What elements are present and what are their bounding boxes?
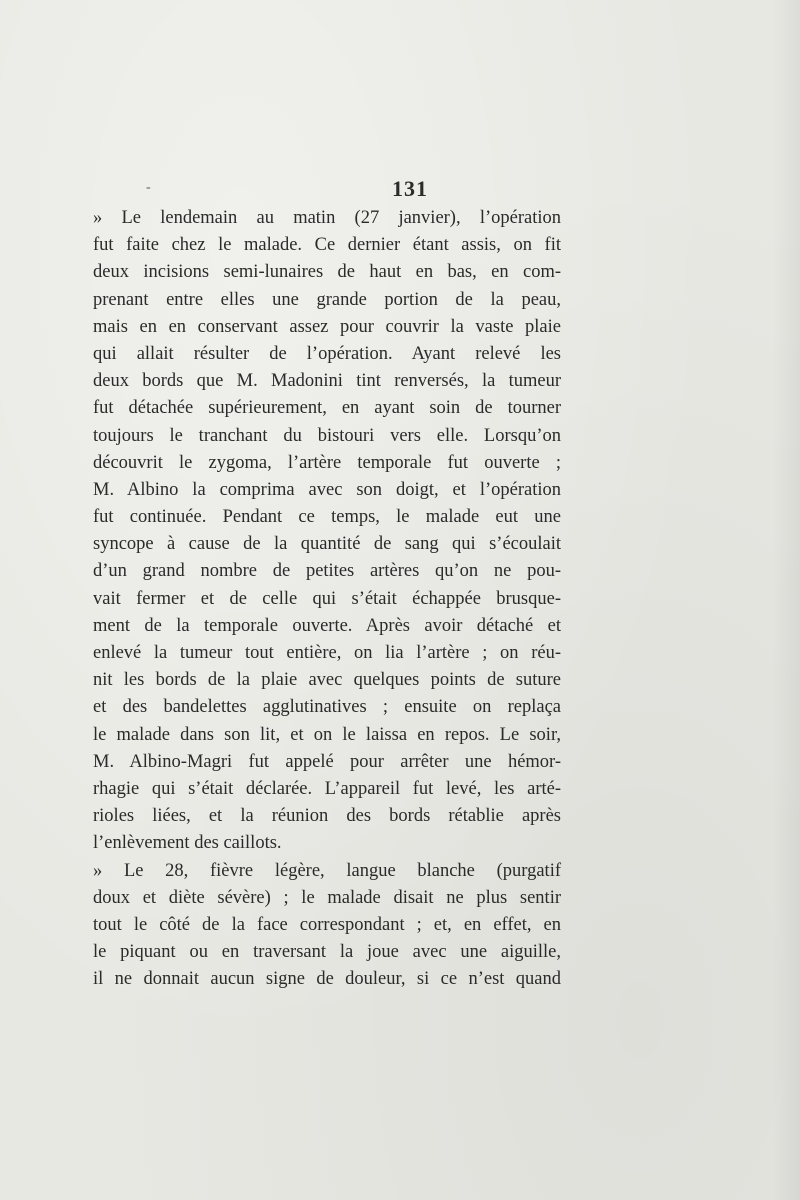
page-number: 131 xyxy=(392,176,428,201)
text-line: deux incisions semi-lunaires de haut en bas, en com- xyxy=(93,262,561,283)
text-line: rhagie qui s’était déclarée. L’appareil fut levé, les arté- xyxy=(93,778,561,799)
body-text xyxy=(93,205,561,993)
text-line: l’enlèvement des caillots. xyxy=(93,833,282,854)
text-line: vait fermer et de celle qui s’était échappée brusque- xyxy=(93,588,561,609)
text-line: deux bords que M. Madonini tint renversés, la tumeur xyxy=(93,371,561,392)
text-line: prenant entre elles une grande portion de la peau, xyxy=(93,289,561,310)
text-line: le malade dans son lit, et on le laissa en repos. Le soir, xyxy=(93,724,561,745)
text-line: découvrit le zygoma, l’artère temporale fut ouverte ; xyxy=(93,452,561,473)
text-line: nit les bords de la plaie avec quelques points de suture xyxy=(93,670,561,691)
text-line: fut détachée supérieurement, en ayant soin de tourner xyxy=(93,398,561,419)
text-line: le piquant ou en traversant la joue avec une aiguille, xyxy=(93,942,561,963)
text-line: doux et diète sévère) ; le malade disait ne plus sentir xyxy=(93,887,561,908)
text-line: M. Albino la comprima avec son doigt, et l’opération xyxy=(93,479,561,500)
text-line: tout le côté de la face correspondant ; et, en effet, en xyxy=(93,914,561,935)
text-line: » Le 28, fièvre légère, langue blanche (purgatif xyxy=(93,860,561,881)
text-line: mais en en conservant assez pour couvrir la vaste plaie xyxy=(93,316,561,337)
text-line: rioles liées, et la réunion des bords rétablie après xyxy=(93,806,561,827)
text-line: qui allait résulter de l’opération. Ayant relevé les xyxy=(93,343,561,364)
text-line: d’un grand nombre de petites artères qu’on ne pou- xyxy=(93,561,561,582)
corner-mark: - xyxy=(146,180,151,195)
text-line: toujours le tranchant du bistouri vers elle. Lorsqu’on xyxy=(93,425,561,446)
text-line: fut continuée. Pendant ce temps, le malade eut une xyxy=(93,507,561,528)
text-line: » Le lendemain au matin (27 janvier), l’opération xyxy=(93,208,561,228)
text-line: il ne donnait aucun signe de douleur, si ce n’est quand xyxy=(93,969,561,990)
text-line: M. Albino-Magri fut appelé pour arrêter une hémor- xyxy=(93,751,561,772)
text-line: et des bandelettes agglutinatives ; ensuite on replaça xyxy=(93,697,561,718)
text-line: syncope à cause de la quantité de sang qui s’écoulait xyxy=(93,534,561,555)
text-line: enlevé la tumeur tout entière, on lia l’artère ; on réu- xyxy=(93,643,561,663)
text-line: ment de la temporale ouverte. Après avoir détaché et xyxy=(93,615,561,636)
text-line: fut faite chez le malade. Ce dernier étant assis, on fit xyxy=(93,235,561,256)
